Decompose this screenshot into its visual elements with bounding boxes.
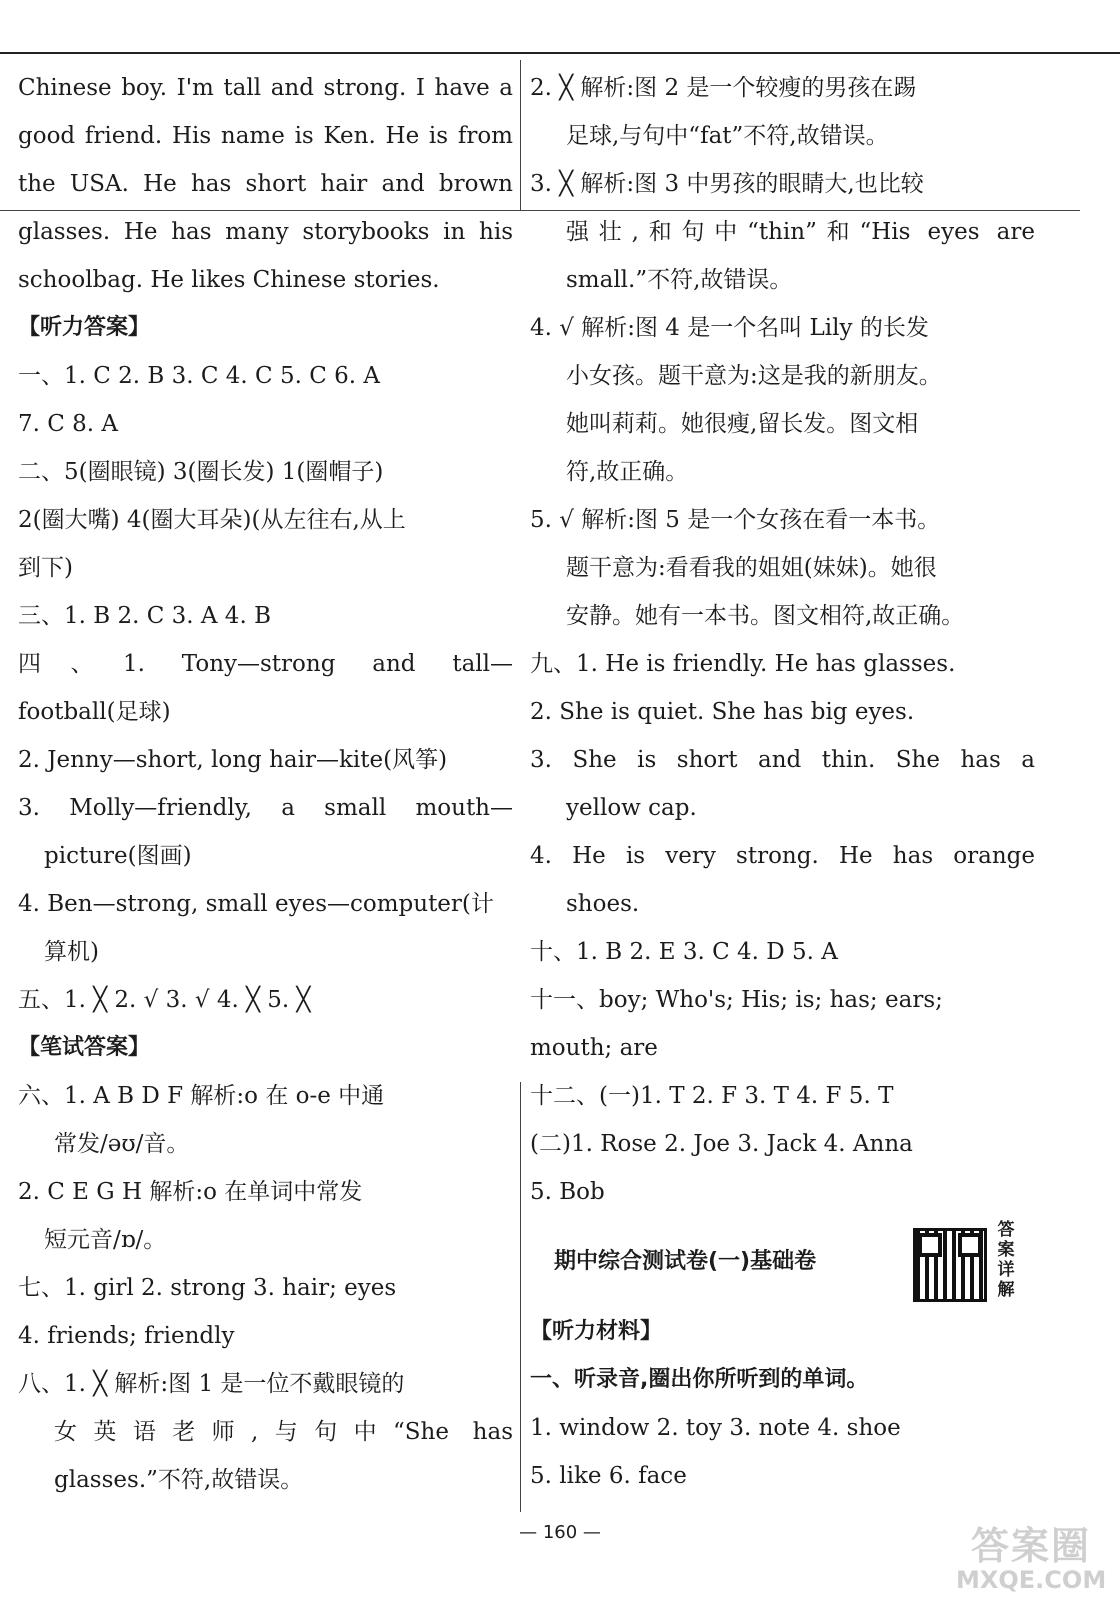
passage-line: good friend. His name is Ken. He is from <box>18 123 513 149</box>
answer-line: small.”不符,故错误。 <box>566 267 793 293</box>
passage-line: schoolbag. He likes Chinese stories. <box>18 267 440 293</box>
answer-line: shoes. <box>566 891 640 917</box>
answer-line: 符,故正确。 <box>566 459 689 485</box>
top-rule <box>0 52 1120 54</box>
watermark-logo <box>956 1524 1106 1594</box>
answer-line: 三、1. B 2. C 3. A 4. B <box>18 603 271 629</box>
answer-line: 3. She is short and thin. She has a <box>530 747 1035 773</box>
answer-line: 她叫莉莉。她很瘦,留长发。图文相 <box>566 411 919 437</box>
answer-line: 常发/əʊ/音。 <box>54 1131 190 1157</box>
answer-line: 3. ╳ 解析:图 3 中男孩的眼睛大,也比较 <box>530 171 924 197</box>
answer-line: 7. C 8. A <box>18 411 119 437</box>
answer-line: 五、1. ╳ 2. √ 3. √ 4. ╳ 5. ╳ <box>18 987 311 1013</box>
answer-line: 到下) <box>18 555 73 581</box>
answer-line: 2. Jenny—short, long hair—kite(风筝) <box>18 747 448 773</box>
test-title: 期中综合测试卷(一)基础卷 <box>554 1249 817 1274</box>
answer-line: picture(图画) <box>44 843 192 869</box>
answer-line: 四、1. Tony—strong and tall— <box>18 651 513 677</box>
answer-line: glasses.”不符,故错误。 <box>54 1467 304 1493</box>
test-title-block <box>530 1216 1035 1308</box>
section-instruction: 一、听录音,圈出你所听到的单词。 <box>530 1367 869 1392</box>
answer-line: 4. He is very strong. He has orange <box>530 843 1035 869</box>
answer-line: 女英语老师,与句中“She has <box>54 1419 513 1445</box>
right-column <box>530 64 1035 1500</box>
answer-line: 足球,与句中“fat”不符,故错误。 <box>566 123 889 149</box>
passage-line: glasses. He has many storybooks in his <box>18 219 513 245</box>
answer-line: 七、1. girl 2. strong 3. hair; eyes <box>18 1275 397 1301</box>
answer-line: 4. √ 解析:图 4 是一个名叫 Lily 的长发 <box>530 315 929 341</box>
answer-line: (二)1. Rose 2. Joe 3. Jack 4. Anna <box>530 1131 913 1157</box>
answer-line: 5. √ 解析:图 5 是一个女孩在看一本书。 <box>530 507 941 533</box>
passage-line: the USA. He has short hair and brown <box>18 171 513 197</box>
answer-line: 2. ╳ 解析:图 2 是一个较瘦的男孩在踢 <box>530 75 917 101</box>
answer-line: 小女孩。题干意为:这是我的新朋友。 <box>566 363 942 389</box>
answer-line: 题干意为:看看我的姐姐(妹妹)。她很 <box>566 555 937 581</box>
passage-line: Chinese boy. I'm tall and strong. I have a <box>18 75 513 101</box>
watermark-bottom: MXQE.COM <box>956 1566 1107 1594</box>
answer-line: 2(圈大嘴) 4(圈大耳朵)(从左往右,从上 <box>18 507 406 533</box>
answer-line: 安静。她有一本书。图文相符,故正确。 <box>566 603 965 629</box>
answer-line: 十二、(一)1. T 2. F 3. T 4. F 5. T <box>530 1083 894 1109</box>
answer-line: yellow cap. <box>566 795 697 821</box>
answer-line: 2. She is quiet. She has big eyes. <box>530 699 915 725</box>
answer-line: 十一、boy; Who's; His; is; has; ears; <box>530 987 943 1013</box>
listening-material-heading: 【听力材料】 <box>530 1319 663 1344</box>
answer-line: 六、1. A B D F 解析:o 在 o-e 中通 <box>18 1083 385 1109</box>
answer-line: 5. Bob <box>530 1179 605 1205</box>
listening-answer-heading: 【听力答案】 <box>18 315 151 340</box>
answer-line: 十、1. B 2. E 3. C 4. D 5. A <box>530 939 838 965</box>
left-column <box>18 64 513 1504</box>
column-divider-bottom <box>520 1082 521 1512</box>
answer-line: 强壮,和句中“thin”和“His eyes are <box>566 219 1035 245</box>
answer-line: 二、5(圈眼镜) 3(圈长发) 1(圈帽子) <box>18 459 384 485</box>
answer-line: football(足球) <box>18 699 171 725</box>
answer-line: 2. C E G H 解析:o 在单词中常发 <box>18 1179 363 1205</box>
answer-line: 3. Molly—friendly, a small mouth— <box>18 795 513 821</box>
word-list-line: 1. window 2. toy 3. note 4. shoe <box>530 1415 901 1441</box>
watermark-top: 答案圈 <box>970 1524 1091 1568</box>
qr-code-icon[interactable] <box>913 1228 987 1302</box>
column-divider-top <box>520 60 521 210</box>
answer-line: 4. Ben—strong, small eyes—computer(计 <box>18 891 494 917</box>
answer-line: 九、1. He is friendly. He has glasses. <box>530 651 956 677</box>
written-answer-heading: 【笔试答案】 <box>18 1035 151 1060</box>
answer-line: 4. friends; friendly <box>18 1323 235 1349</box>
answer-line: 一、1. C 2. B 3. C 4. C 5. C 6. A <box>18 363 380 389</box>
qr-label: 答案详解 <box>997 1220 1015 1300</box>
page-number: — 160 — <box>519 1522 601 1543</box>
answer-line: 八、1. ╳ 解析:图 1 是一位不戴眼镜的 <box>18 1371 405 1397</box>
word-list-line: 5. like 6. face <box>530 1463 687 1489</box>
answer-line: mouth; are <box>530 1035 658 1061</box>
answer-line: 算机) <box>44 939 99 965</box>
answer-line: 短元音/ɒ/。 <box>44 1227 167 1253</box>
